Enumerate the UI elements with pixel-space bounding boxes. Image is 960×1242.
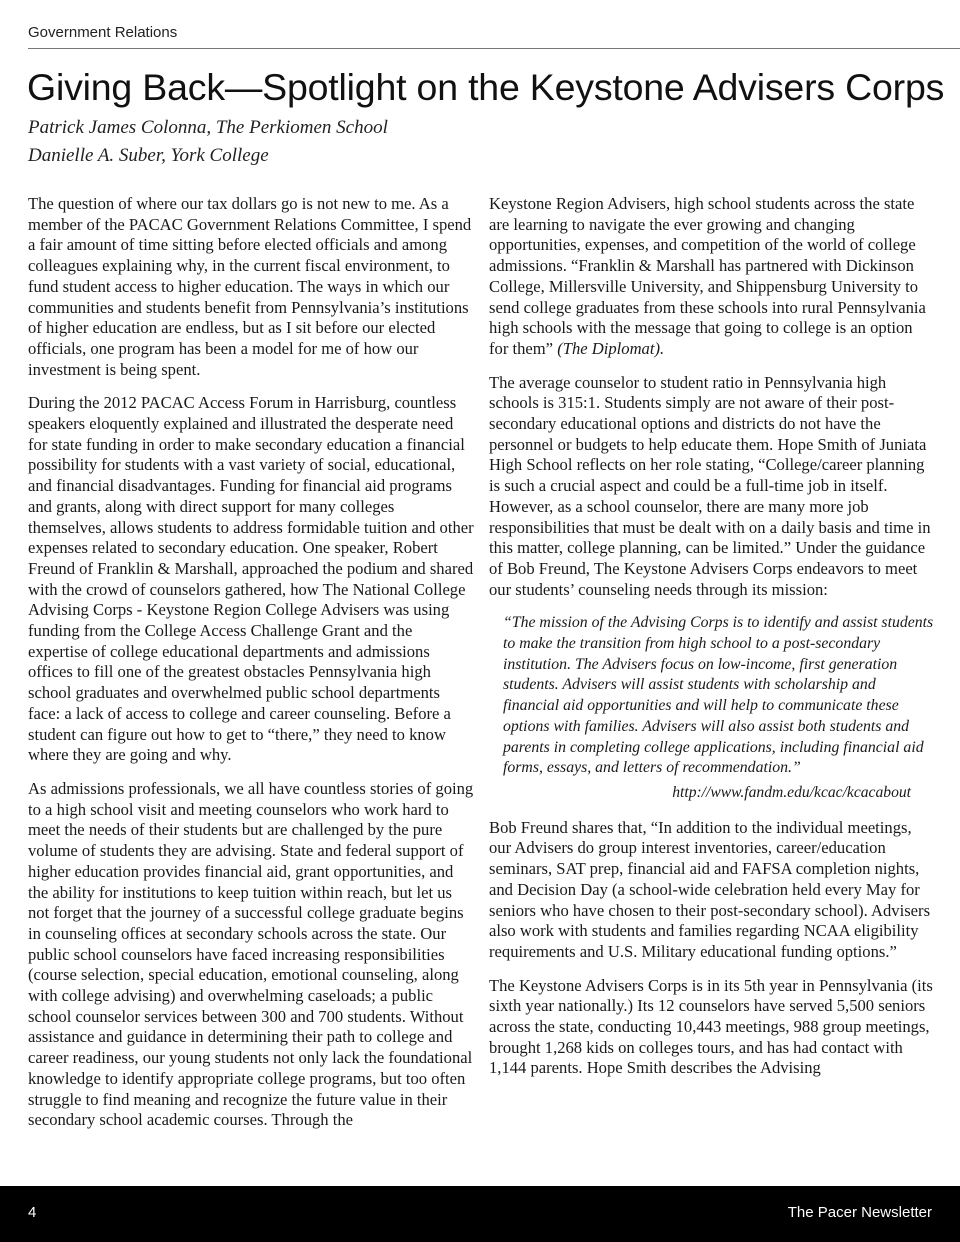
paragraph: The question of where our tax dollars go is not new to me. As a member of the PACAC Government Relations Committee, I spend a fair amount of time sitting before elected officials and among colleagues explaining why, in the current fiscal environment, to fund student access to higher education. The ways in which our communities and students benefit from Pennsylvania’s institutions of higher education are endless, but as I sit before our elected officials, one program has been a model for me of how our investment is being spent.	[28, 194, 472, 379]
quote-source-url: http://www.fandm.edu/kcac/kcacabout	[672, 783, 911, 801]
paragraph: During the 2012 PACAC Access Forum in Harrisburg, countless speakers eloquently explained and illustrated the desperate need for state funding in order to make secondary education a financial possibility for students with a vast variety of social, educational, and financial disadvantages. Funding for financial aid programs and grants, along with direct support for many colleges themselves, allows students to address formidable tuition and other expenses related to secondary education. One speaker, Robert Freund of Franklin & Marshall, approached the podium and shared with the crowd of counselors gathered, how The National College Advising Corps - Keystone Region College Advisers was using funding from the College Access Challenge Grant and the expertise of college educational departments and admissions offices to fill one of the greatest obstacles Pennsylvania high school graduates and overwhelmed public school departments face: a lack of access to college and career counseling. Before a student can figure out how to get to “there,” they need to know where they are going and why.	[28, 393, 474, 765]
page-number: 4	[28, 1204, 37, 1221]
mission-quote: “The mission of the Advising Corps is to identify and assist students to make the transition from high school to a post-secondary institution. The Advisers focus on low-income, first generation students. Advisers will assist students with scholarship and financial aid opportunities and will help to communicate these options with families. Advisers will also assist both students and parents in completing college applications, including financial aid forms, essays, and letters of recommendation.”	[503, 614, 934, 777]
article-title: Giving Back—Spotlight on the Keystone Advisers Corps	[27, 66, 945, 108]
paragraph: As admissions professionals, we all have countless stories of going to a high school visit and meeting counselors who work hard to meet the needs of their students but are challenged by the pure volume of students they are advising. State and federal support of higher education provides financial aid, grant opportunities, and the ability for institutions to keep tuition within reach, but let us not forget that the journey of a successful college graduate begins in counseling offices at secondary schools across the state. Our public school counselors have faced increasing responsibilities (course selection, special education, emotional counseling, along with college advising) and overwhelming caseloads; a public school counselor services between 300 and 700 students. Without assistance and guidance in determining their path to college and career readiness, our young students not only lack the foundational knowledge to identify appropriate college programs, but too often struggle to find meaning and recognize the future value in their secondary school academic courses. Through the	[28, 778, 474, 1130]
footer-bar	[0, 1186, 960, 1242]
paragraph: The Keystone Advisers Corps is in its 5th year in Pennsylvania (its sixth year nationally.) Its 12 counselors have served 5,500 seniors across the state, conducting 10,443 meetings, 988 group meetings, brought 1,268 kids on colleges tours, and has had contact with 1,144 parents. Hope Smith describes the Advising	[489, 975, 933, 1078]
paragraph: The average counselor to student ratio in Pennsylvania high schools is 315:1. Students simply are not aware of their post-secondary educational options and districts do not have the personnel or budgets to help educate them. Hope Smith of Juniata High School reflects on her role stating, “College/career planning is such a crucial aspect and could be a full-time job in itself. However, as a school counselor, there are many more job responsibilities that must be dealt with on a daily basis and time in this matter, college planning, can be limited.” Under the guidance of Bob Freund, The Keystone Advisers Corps endeavors to meet our students’ counseling needs through its mission:	[489, 372, 931, 599]
citation: (The Diplomat).	[557, 338, 665, 358]
paragraph-text: Keystone Region Advisers, high school students across the state are learning to navigate the ever growing and changing opportunities, expenses, and competition of the world of college admissions. “Franklin & Marshall has partnered with Dickinson College, Millersville University, and Shippensburg University to send college graduates from these schools into rural Pennsylvania high schools with the message that going to college is an option for them”	[489, 194, 926, 358]
header-rule	[28, 48, 960, 49]
author-list	[28, 114, 388, 170]
author-1: Patrick James Colonna, The Perkiomen School	[28, 117, 388, 138]
author-2: Danielle A. Suber, York College	[28, 145, 269, 166]
paragraph	[489, 194, 935, 360]
left-column	[28, 194, 476, 1144]
section-label: Government Relations	[28, 24, 178, 41]
paragraph: Bob Freund shares that, “In addition to the individual meetings, our Advisers do group interest inventories, career/education seminars, SAT prep, financial aid and FAFSA completion nights, and Decision Day (a school-wide celebration held every May for seniors who have chosen to their post-secondary school). Advisers also work with students and families regarding NCAA eligibility requirements and U.S. Military educational funding options.”	[489, 817, 931, 961]
right-column	[489, 194, 935, 1092]
publication-name: The Pacer Newsletter	[787, 1204, 932, 1221]
